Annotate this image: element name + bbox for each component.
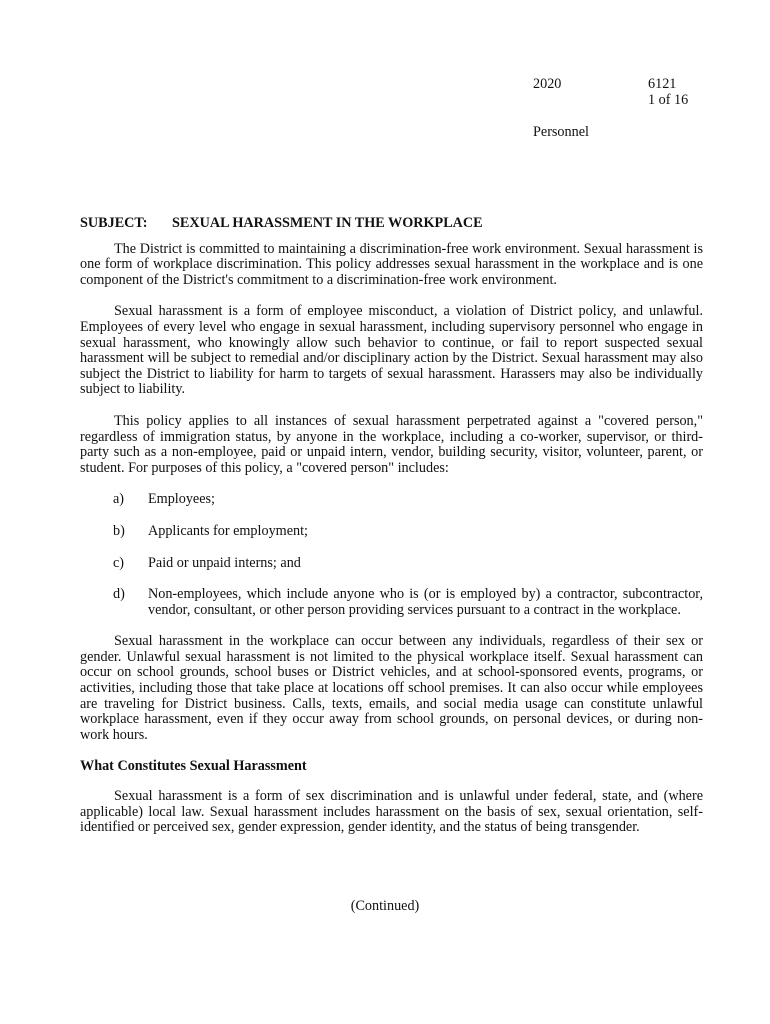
paragraph-misconduct: Sexual harassment is a form of employee misconduct, a violation of District policy, and unlawful. Employees of every level who engage in sexual harassment, including supervisory personnel who engage in sexual harassment, who knowingly allow such behavior to continue, or fail to report suspected sexual harassment will be subject to remedial and/or disciplinary action by the District. Sexual harassment may also subject the District to liability for harm to targets of sexual harassment. Harassers may also be individually subject to liability. [80, 303, 703, 398]
paragraph-workplace-scope: Sexual harassment in the workplace can occur between any individuals, regardless of their sex or gender. Unlawful sexual harassment is not limited to the physical workplace itself. Sexual harassment can occur on school grounds, school buses or District vehicles, and at school-sponsored events, programs, or activities, including those that take place at locations off school premises. It can also occur while employees are traveling for District business. Calls, texts, emails, and social media usage can constitute unlawful workplace harassment, even if they occur away from school grounds, on personal devices, or during non-work hours. [80, 633, 703, 743]
list-marker: d) [113, 586, 125, 603]
list-text: Paid or unpaid interns; and [148, 554, 301, 571]
header-year: 2020 [533, 76, 562, 92]
subject-line [80, 216, 703, 232]
covered-person-list [80, 492, 703, 618]
list-text: Employees; [148, 491, 215, 508]
subject-title: SEXUAL HARASSMENT IN THE WORKPLACE [172, 215, 483, 231]
list-item [80, 492, 703, 508]
header-category: Personnel [533, 124, 589, 140]
list-marker: a) [113, 491, 125, 508]
list-text: Applicants for employment; [148, 522, 308, 539]
section-heading: What Constitutes Sexual Harassment [80, 758, 307, 775]
paragraph-scope: This policy applies to all instances of sexual harassment perpetrated against a "covered person," regardless of immigration status, by anyone in the workplace, including a co-worker, supervisor, or third-party such as a non-employee, paid or unpaid intern, vendor, building security, visitor, volunteer, parent, or student. For purposes of this policy, a "covered person" includes: [80, 412, 703, 476]
list-item [80, 556, 703, 572]
list-item [80, 587, 703, 618]
list-marker: b) [113, 522, 125, 539]
paragraph-intro: The District is committed to maintaining a discrimination-free work environment. Sexual harassment is one form of workplace discrimination. This policy addresses sexual harassment in the workplace and is one component of the District's commitment to a discrimination-free work environment. [80, 240, 703, 288]
header-policy-number: 6121 [648, 76, 677, 92]
list-item [80, 524, 703, 540]
paragraph-definition: Sexual harassment is a form of sex discrimination and is unlawful under federal, state, and (where applicable) local law. Sexual harassment includes harassment on the basis of sex, sexual orientation, self-identified or perceived sex, gender expression, gender identity, and the status of being transgender. [80, 788, 703, 836]
continued-footer: (Continued) [350, 898, 420, 914]
document-body [80, 216, 703, 852]
list-marker: c) [113, 554, 125, 571]
header-page-count: 1 of 16 [648, 92, 689, 108]
subject-label: SUBJECT: [80, 215, 148, 231]
list-text: Non-employees, which include anyone who is (or is employed by) a contractor, subcontractor, vendor, consultant, or other person providing services pursuant to a contract in the workplace. [148, 586, 703, 618]
